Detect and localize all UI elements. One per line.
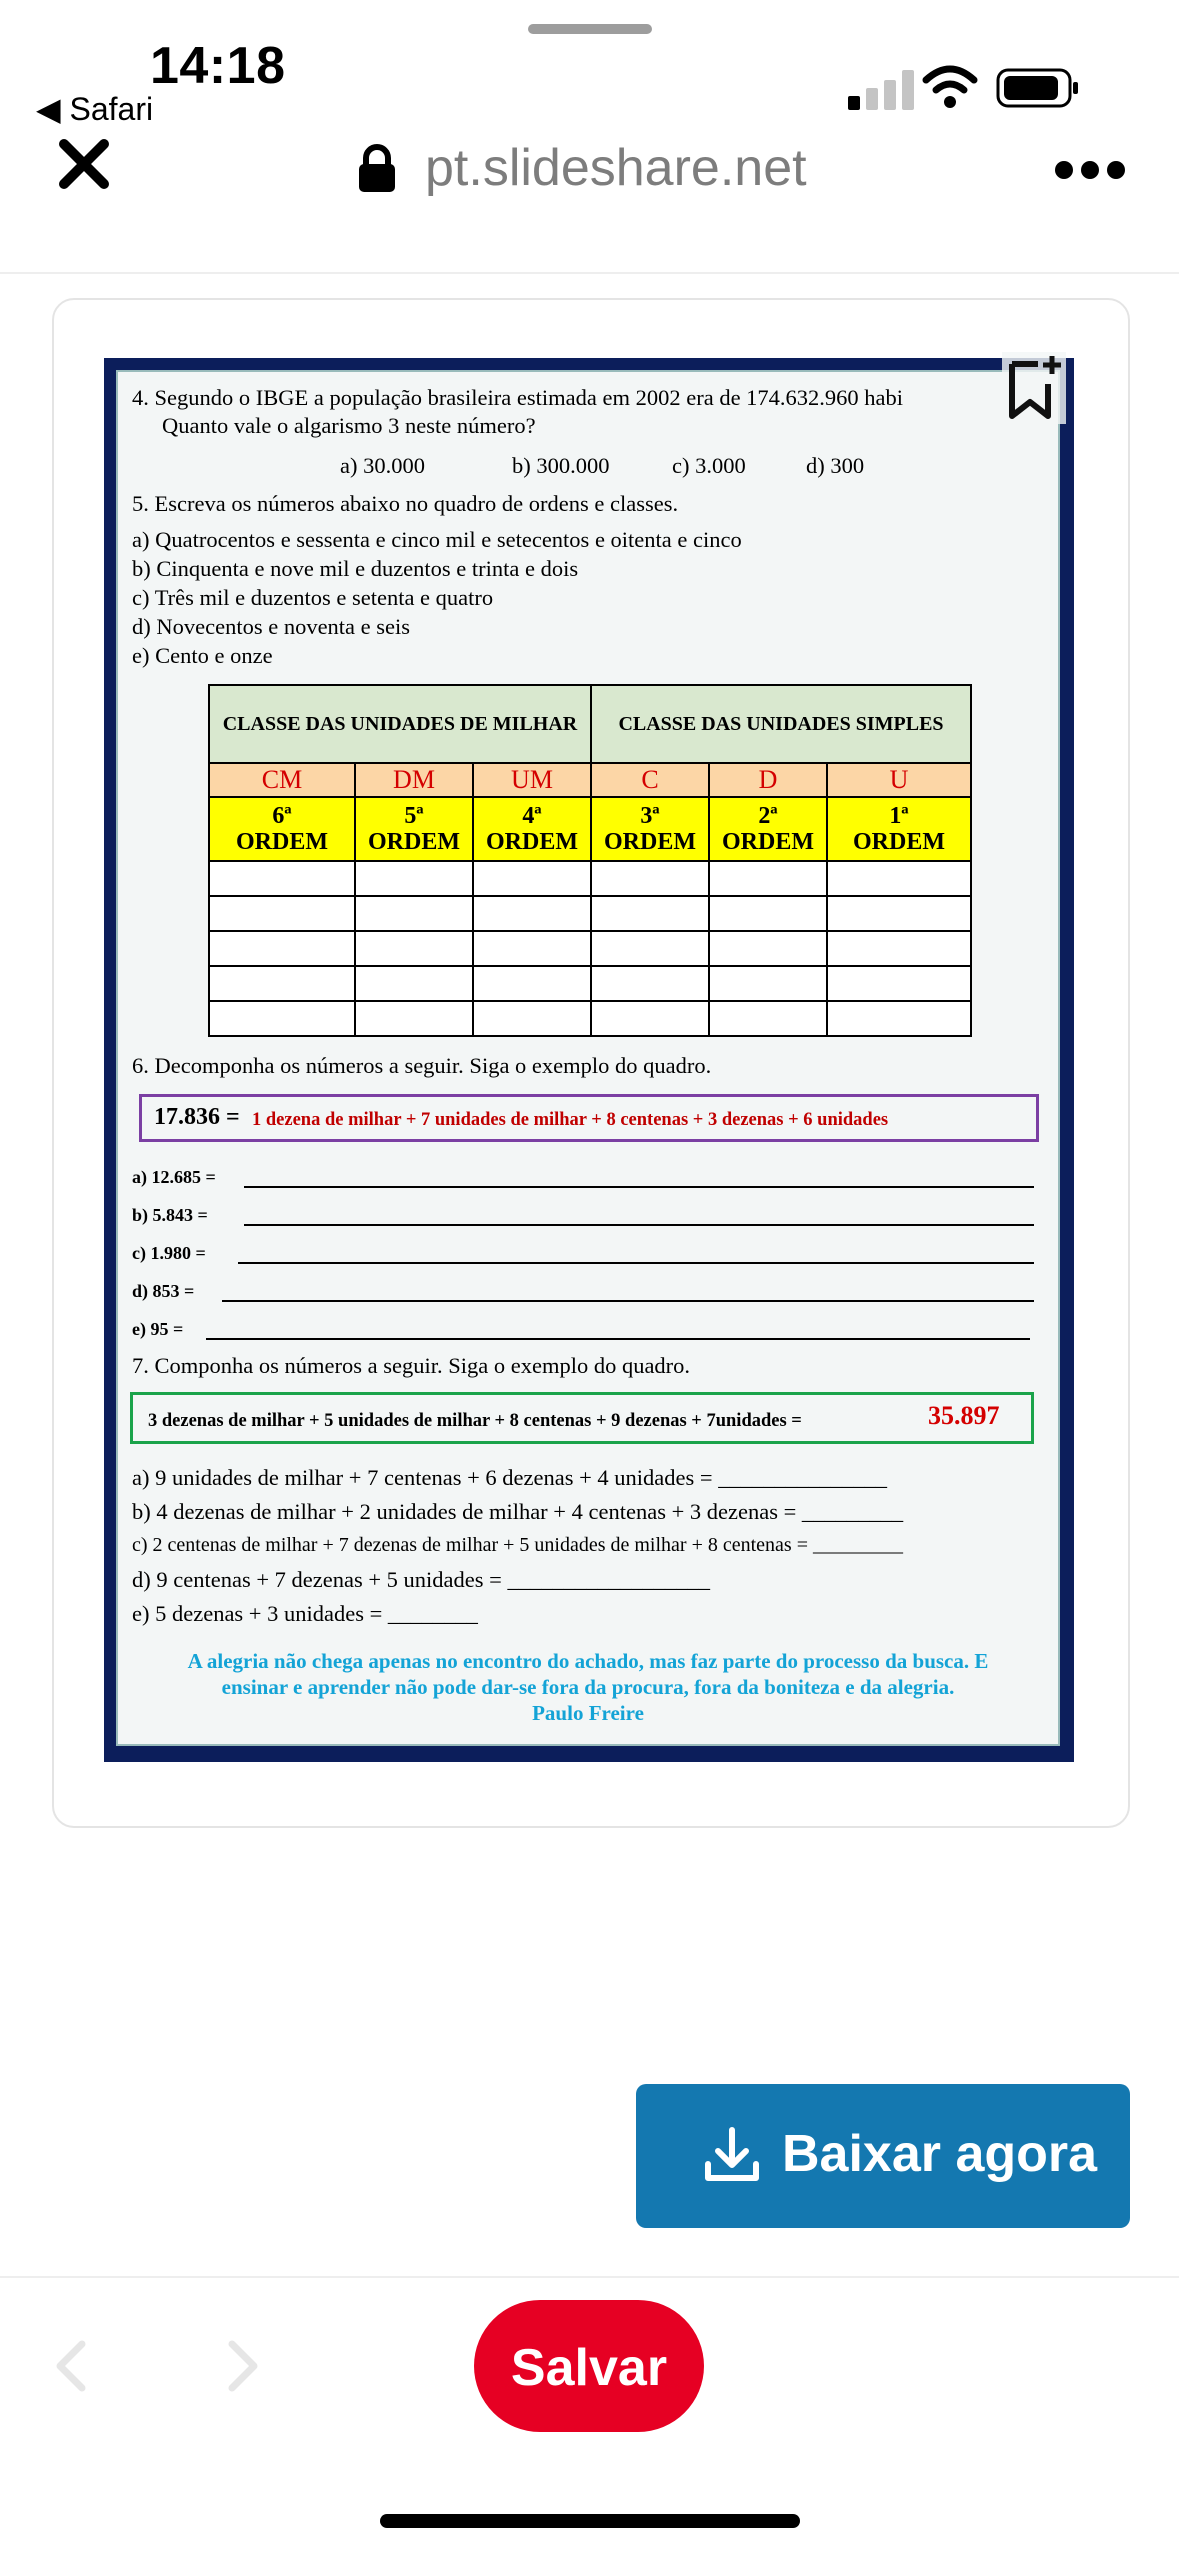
- q4-option-d: d) 300: [806, 453, 865, 478]
- table-row: [209, 861, 971, 896]
- q6-title: 6. Decomponha os números a seguir. Siga o exemplo do quadro.: [132, 1053, 712, 1078]
- answer-line: [238, 1262, 1034, 1264]
- answer-line: [244, 1224, 1034, 1226]
- order-word: ORDEM: [604, 829, 696, 855]
- q6-item: e) 95 =: [132, 1319, 184, 1339]
- bookmark-add-icon[interactable]: [1002, 352, 1066, 424]
- q7-example-result: 35.897: [928, 1401, 1000, 1430]
- table-row: [209, 896, 971, 931]
- forward-chevron-icon[interactable]: [222, 2338, 262, 2394]
- wifi-icon: [922, 64, 978, 110]
- order-code: D: [709, 763, 827, 797]
- q4-line1: 4. Segundo o IBGE a população brasileira estimada em 2002 era de 174.632.960 habi: [132, 385, 904, 410]
- ordinal: 6ª: [272, 803, 292, 829]
- order-ordinal: [355, 797, 473, 861]
- back-triangle-icon: ◀: [36, 91, 61, 127]
- q4-option-b: b) 300.000: [512, 453, 610, 478]
- back-chevron-icon[interactable]: [52, 2338, 92, 2394]
- q4-line2: Quanto vale o algarismo 3 neste número?: [162, 413, 536, 438]
- ordinal: 4ª: [522, 803, 542, 829]
- quote-author: Paulo Freire: [532, 1701, 644, 1725]
- ordinal: 2ª: [758, 803, 778, 829]
- order-code: UM: [473, 763, 591, 797]
- answer-line: [206, 1338, 1030, 1340]
- q6-example-text: 1 dezena de milhar + 7 unidades de milhar + 8 centenas + 3 dezenas + 6 unidades: [252, 1110, 889, 1130]
- order-word: ORDEM: [722, 829, 814, 855]
- download-label: Baixar agora: [782, 2125, 1098, 2183]
- home-indicator[interactable]: [380, 2514, 800, 2528]
- divider: [0, 2276, 1179, 2278]
- order-ordinal: [473, 797, 591, 861]
- answer-line: [244, 1186, 1034, 1188]
- download-now-button[interactable]: [636, 2084, 1130, 2228]
- divider: [0, 272, 1179, 274]
- order-ordinal: [709, 797, 827, 861]
- download-icon: [702, 2126, 762, 2186]
- ordinal: 1ª: [889, 803, 909, 829]
- class-simple-header: CLASSE DAS UNIDADES SIMPLES: [591, 685, 971, 763]
- quote-line1: A alegria não chega apenas no encontro do achado, mas faz parte do processo da busca. E: [187, 1649, 989, 1673]
- order-ordinal: [591, 797, 709, 861]
- table-row: [209, 931, 971, 966]
- q7-title: 7. Componha os números a seguir. Siga o exemplo do quadro.: [132, 1353, 691, 1378]
- orders-classes-table: [208, 684, 972, 1037]
- q7-item: e) 5 dezenas + 3 unidades = ________: [132, 1601, 478, 1626]
- order-ordinal: [209, 797, 355, 861]
- order-code: U: [827, 763, 971, 797]
- class-thousands-header: CLASSE DAS UNIDADES DE MILHAR: [209, 685, 591, 763]
- status-time: 14:18: [150, 37, 286, 95]
- order-word: ORDEM: [486, 829, 578, 855]
- ordinal: 3ª: [640, 803, 660, 829]
- q7-item: b) 4 dezenas de milhar + 2 unidades de milhar + 4 centenas + 3 dezenas = _________: [132, 1499, 904, 1524]
- url-address[interactable]: pt.slideshare.net: [425, 139, 807, 197]
- order-code: CM: [209, 763, 355, 797]
- back-app-label: Safari: [69, 91, 154, 127]
- q6-item: c) 1.980 =: [132, 1243, 206, 1263]
- sheet-grabber[interactable]: [528, 24, 652, 34]
- q6-item: d) 853 =: [132, 1281, 195, 1301]
- q6-example-number: 17.836 =: [154, 1104, 240, 1130]
- save-button[interactable]: [474, 2300, 704, 2432]
- table-row: [209, 966, 971, 1001]
- q7-item: c) 2 centenas de milhar + 7 dezenas de milhar + 5 unidades de milhar + 8 centenas = _________: [132, 1534, 903, 1556]
- q5-item: e) Cento e onze: [132, 643, 273, 668]
- quote-line2: ensinar e aprender não pode dar-se fora da procura, fora da boniteza e da alegria.: [221, 1675, 955, 1699]
- q5-item: a) Quatrocentos e sessenta e cinco mil e setecentos e oitenta e cinco: [132, 527, 742, 552]
- answer-line: [222, 1300, 1034, 1302]
- lock-icon: [356, 144, 398, 194]
- q5-item: c) Três mil e duzentos e setenta e quatro: [132, 585, 494, 610]
- q7-item: d) 9 centenas + 7 dezenas + 5 unidades = __________________: [132, 1567, 710, 1592]
- q7-example-text: 3 dezenas de milhar + 5 unidades de milhar + 8 centenas + 9 dezenas + 7unidades =: [148, 1411, 802, 1431]
- q4-option-c: c) 3.000: [672, 453, 746, 478]
- back-to-app-link[interactable]: [36, 90, 153, 128]
- ordinal: 5ª: [404, 803, 424, 829]
- battery-icon: [996, 66, 1080, 110]
- order-code: DM: [355, 763, 473, 797]
- q4-option-a: a) 30.000: [340, 453, 425, 478]
- q7-item: a) 9 unidades de milhar + 7 centenas + 6 dezenas + 4 unidades = _______________: [132, 1465, 887, 1490]
- order-code: C: [591, 763, 709, 797]
- order-ordinal: [827, 797, 971, 861]
- q6-item: a) 12.685 =: [132, 1167, 216, 1187]
- save-label: Salvar: [510, 2339, 668, 2397]
- order-word: ORDEM: [853, 829, 945, 855]
- order-word: ORDEM: [236, 829, 328, 855]
- more-options-icon[interactable]: [1054, 160, 1126, 180]
- close-icon[interactable]: [56, 136, 112, 192]
- q5-title: 5. Escreva os números abaixo no quadro de ordens e classes.: [132, 491, 679, 516]
- q5-item: b) Cinquenta e nove mil e duzentos e trinta e dois: [132, 556, 579, 581]
- order-word: ORDEM: [368, 829, 460, 855]
- table-row: [209, 1001, 971, 1036]
- q6-item: b) 5.843 =: [132, 1205, 208, 1225]
- q5-item: d) Novecentos e noventa e seis: [132, 614, 411, 639]
